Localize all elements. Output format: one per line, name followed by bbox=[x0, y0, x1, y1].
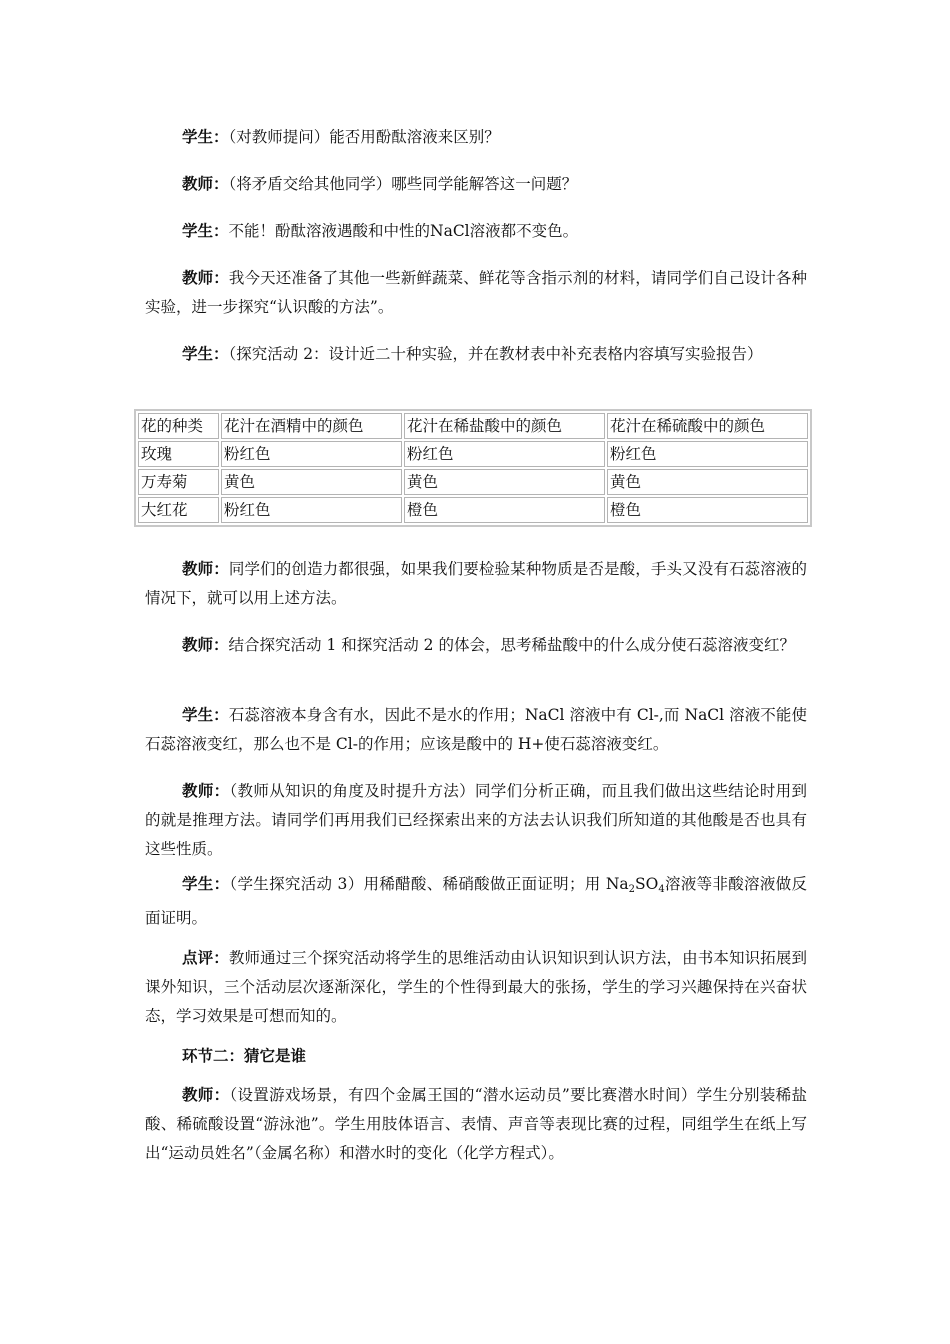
paragraph-teacher-3 bbox=[145, 554, 807, 613]
paragraph-teacher-5 bbox=[145, 776, 807, 864]
speaker-label: 学生： bbox=[182, 705, 229, 724]
paragraph-teacher-2 bbox=[145, 263, 807, 322]
table-cell: 玫瑰 bbox=[138, 441, 219, 467]
paragraph-text: （将矛盾交给其他同学）哪些同学能解答这一问题？ bbox=[228, 175, 578, 193]
paragraph-text: （探究活动 2：设计近二十种实验，并在教材表中补充表格内容填写实验报告） bbox=[228, 345, 763, 363]
speaker-label: 教师： bbox=[182, 268, 229, 287]
paragraph-text: 结合探究活动 1 和探究活动 2 的体会，思考稀盐酸中的什么成分使石蕊溶液变红？ bbox=[228, 636, 795, 654]
paragraph-student-5 bbox=[145, 869, 807, 933]
table-header-cell: 花汁在稀硫酸中的颜色 bbox=[607, 413, 808, 439]
table-cell: 橙色 bbox=[404, 497, 605, 523]
table-header-cell: 花汁在稀盐酸中的颜色 bbox=[404, 413, 605, 439]
table-row bbox=[138, 497, 808, 523]
speaker-label: 学生： bbox=[182, 874, 230, 893]
table-cell: 粉红色 bbox=[221, 497, 402, 523]
paragraph-teacher-4 bbox=[145, 630, 807, 660]
paragraph-text: （对教师提问）能否用酚酞溶液来区别？ bbox=[228, 128, 500, 146]
table-row bbox=[138, 469, 808, 495]
paragraph-student-2 bbox=[145, 216, 807, 246]
paragraph-teacher-1 bbox=[145, 169, 807, 199]
paragraph-student-4 bbox=[145, 700, 807, 759]
paragraph-text: 溶液等非酸溶液做反面证明。 bbox=[145, 875, 807, 927]
speaker-label: 学生： bbox=[182, 127, 229, 146]
section-heading: 环节二：猜它是谁 bbox=[182, 1046, 307, 1065]
paragraph-text: 我今天还准备了其他一些新鲜蔬菜、鲜花等含指示剂的材料，请同学们自己设计各种实验，进一步探究“认识酸的方法”。 bbox=[145, 269, 807, 316]
speaker-label: 教师： bbox=[182, 781, 230, 800]
paragraph-text: （学生探究活动 3）用稀醋酸、稀硝酸做正面证明；用 Na bbox=[229, 875, 629, 893]
subscript: 2 bbox=[628, 884, 636, 895]
speaker-label: 学生： bbox=[182, 221, 229, 240]
paragraph-teacher-6 bbox=[145, 1080, 807, 1168]
paragraph-text: 同学们的创造力都很强，如果我们要检验某种物质是否是酸，手头又没有石蕊溶液的情况下，就可以用上述方法。 bbox=[145, 560, 807, 607]
table-cell: 黄色 bbox=[221, 469, 402, 495]
paragraph-text: 教师通过三个探究活动将学生的思维活动由认识知识到认识方法，由书本知识拓展到课外知识，三个活动层次逐渐深化，学生的个性得到最大的张扬，学生的学习兴趣保持在兴奋状态，学习效果是可想而知的。 bbox=[145, 949, 807, 1025]
paragraph-comment bbox=[145, 943, 807, 1031]
speaker-label: 点评： bbox=[182, 948, 229, 967]
table-cell: 黄色 bbox=[404, 469, 605, 495]
table-cell: 粉红色 bbox=[607, 441, 808, 467]
flower-color-table bbox=[134, 409, 812, 527]
table-cell: 大红花 bbox=[138, 497, 219, 523]
speaker-label: 教师： bbox=[182, 174, 229, 193]
speaker-label: 教师： bbox=[182, 559, 229, 578]
paragraph-student-3 bbox=[145, 339, 807, 369]
table-cell: 橙色 bbox=[607, 497, 808, 523]
speaker-label: 教师： bbox=[182, 635, 229, 654]
subscript: 4 bbox=[658, 884, 665, 895]
paragraph-text: 石蕊溶液本身含有水，因此不是水的作用；NaCl 溶液中有 Cl-,而 NaCl 溶液不能使石蕊溶液变红，那么也不是 Cl-的作用；应该是酸中的 H+使石蕊溶液变红。 bbox=[145, 706, 807, 753]
table-cell: 黄色 bbox=[607, 469, 808, 495]
paragraph-text: 不能！酚酞溶液遇酸和中性的NaCl溶液都不变色。 bbox=[228, 222, 579, 240]
speaker-label: 学生： bbox=[182, 344, 229, 363]
paragraph-text: （设置游戏场景，有四个金属王国的“潜水运动员”要比赛潜水时间）学生分别装稀盐酸、稀硫酸设置“游泳池”。学生用肢体语言、表情、声音等表现比赛的过程，同组学生在纸上写出“运动员姓名”（金属名称）和潜水时的变化（化学方程式）。 bbox=[145, 1086, 807, 1162]
paragraph-text: SO bbox=[635, 875, 659, 893]
table-header-row bbox=[138, 413, 808, 439]
table-cell: 粉红色 bbox=[404, 441, 605, 467]
paragraph-student-1 bbox=[145, 122, 807, 152]
table-cell: 粉红色 bbox=[221, 441, 402, 467]
paragraph-text: （教师从知识的角度及时提升方法）同学们分析正确，而且我们做出这些结论时用到的就是推理方法。请同学们再用我们已经探索出来的方法去认识我们所知道的其他酸是否也具有这些性质。 bbox=[145, 782, 807, 858]
table-header-cell: 花汁在酒精中的颜色 bbox=[221, 413, 402, 439]
speaker-label: 教师： bbox=[182, 1085, 230, 1104]
table-header-cell: 花的种类 bbox=[138, 413, 219, 439]
table-row bbox=[138, 441, 808, 467]
table-cell: 万寿菊 bbox=[138, 469, 219, 495]
